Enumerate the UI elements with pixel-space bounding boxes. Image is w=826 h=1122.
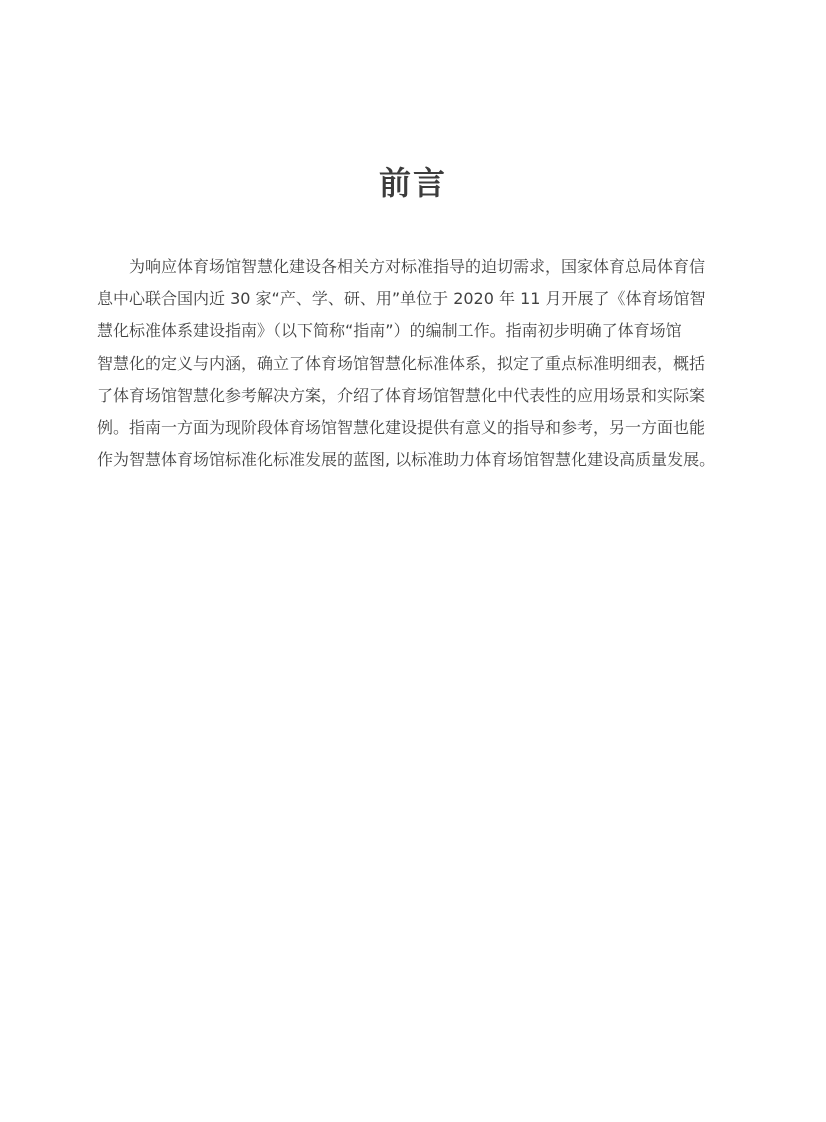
paragraph-line-6: 例。指南一方面为现阶段体育场馆智慧化建设提供有意义的指导和参考，另一方面也能	[97, 418, 706, 438]
paragraph-line-1: 为响应体育场馆智慧化建设各相关方对标准指导的迫切需求，国家体育总局体育信	[129, 257, 706, 276]
page-title: 前言	[378, 164, 447, 202]
paragraph-line-7: 作为智慧体育场馆标准化标准发展的蓝图, 以标准助力体育场馆智慧化建设高质量发展。	[97, 450, 716, 470]
paragraph-line-4: 智慧化的定义与内涵，确立了体育场馆智慧化标准体系，拟定了重点标准明细表，概括	[97, 353, 706, 373]
paragraph-line-2: 息中心联合国内近 30 家“产、学、研、用”单位于 2020 年 11 月开展了《体育场馆智	[97, 289, 706, 309]
preface-paragraph	[97, 251, 737, 476]
paragraph-line-5: 了体育场馆智慧化参考解决方案，介绍了体育场馆智慧化中代表性的应用场景和实际案	[97, 385, 706, 405]
paragraph-line-3: 慧化标准体系建设指南》（以下简称“指南”）的编制工作。指南初步明确了体育场馆	[97, 321, 682, 341]
